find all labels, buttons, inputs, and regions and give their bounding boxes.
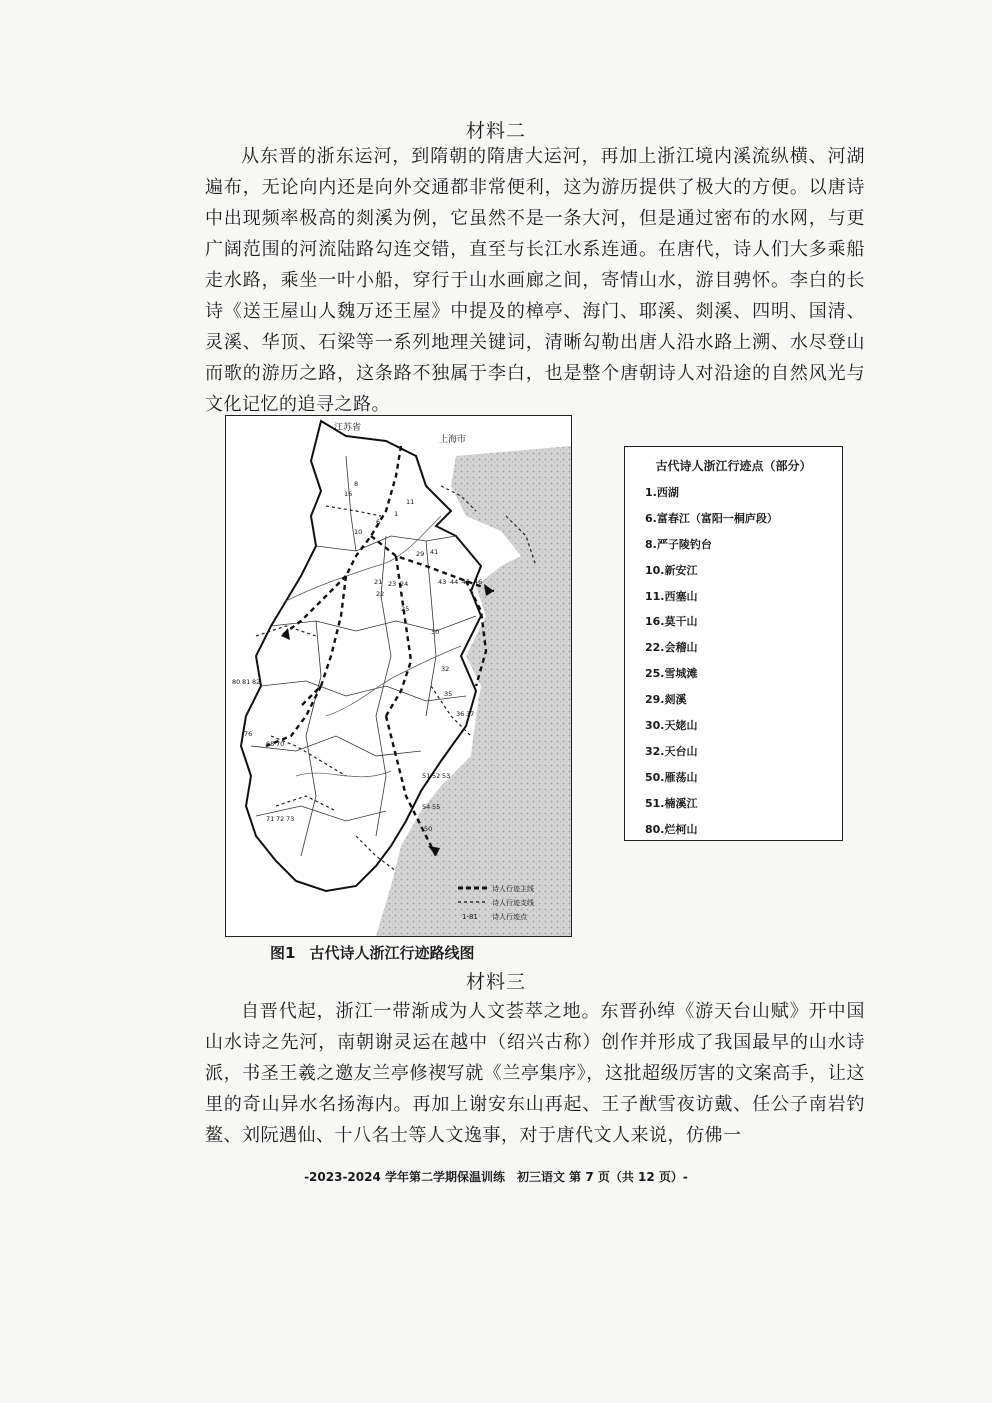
spot-number: 43 (438, 578, 447, 586)
spot-number: 44 (450, 578, 459, 586)
spot-number: 24 (400, 580, 409, 588)
legend-item: 1.西湖 (645, 486, 679, 499)
figure-number: 图1 (270, 944, 296, 962)
spot-number: 73 (286, 815, 295, 823)
spot-number: 37 (466, 710, 475, 718)
route-map (225, 415, 572, 937)
spot-number: 11 (406, 498, 415, 506)
material3-paragraph: 自晋代起，浙江一带渐成为人文荟萃之地。东晋孙绰《游天台山赋》开中国山水诗之先河，南朝谢灵运在越中（绍兴古称）创作并形成了我国最早的山水诗派，书圣王羲之邀友兰亭修禊写就《兰亭集序》，这批超级厉害的文案高手，让这里的奇山异水名扬海内。再加上谢安东山再起、王子猷雪夜访戴、任公子南岩钓鳌、刘阮遇仙、十八名士等人文逸事，对于唐代文人来说，仿佛一 (205, 1001, 865, 1146)
spot-number: 21 (374, 578, 383, 586)
legend-item: 22.会稽山 (645, 641, 698, 655)
label-shanghai: 上海市 (439, 435, 467, 445)
route-map-svg (226, 416, 571, 936)
spot-number: 76 (244, 730, 253, 738)
page-footer: -2023-2024 学年第二学期保温训练 初三语文 第 7 页（共 12 页）- (304, 1170, 688, 1184)
spot-number: 29 (416, 550, 425, 558)
spot-number: 41 (430, 548, 439, 556)
material2-heading: 材料二 (465, 120, 526, 142)
legend-item: 29.剡溪 (645, 693, 687, 707)
spot-number: 16 (344, 490, 353, 498)
spot-number: 30 (431, 628, 440, 636)
legend-item: 51.楠溪江 (645, 796, 698, 810)
spot-number: 6 (376, 518, 381, 526)
legend-item: 25.雪城滩 (645, 667, 698, 681)
legend-branch-route: 诗人行迹支线 (492, 899, 534, 907)
spot-number: 46 (474, 578, 483, 586)
spot-number: 10 (354, 528, 363, 536)
spot-number: 32 (441, 665, 450, 673)
legend-box-title: 古代诗人浙江行迹点（部分） (655, 459, 812, 473)
legend-item: 8.严子陵钓台 (645, 537, 712, 551)
spot-number: 23 (388, 580, 397, 588)
legend-item: 11.西塞山 (645, 589, 698, 603)
legend-item: 30.天姥山 (645, 719, 698, 733)
legend-item: 80.烂柯山 (645, 822, 698, 836)
spot-number: 36 (456, 710, 465, 718)
material2-paragraph: 从东晋的浙东运河，到隋朝的隋唐大运河，再加上浙江境内溪流纵横、河湖遍布，无论向内还是向外交通都非常便利，这为游历提供了极大的方便。以唐诗中出现频率极高的剡溪为例，它虽然不是一条大河，但是通过密布的水网，与更广阔范围的河流陆路勾连交错，直至与长江水系连通。在唐代，诗人们大多乘船走水路，乘坐一叶小船，穿行于山水画廊之间，寄情山水，游目骋怀。李白的长诗《送王屋山人魏万还王屋》中提及的樟亭、海门、耶溪、剡溪、四明、国清、灵溪、华顶、石梁等一系列地理关键词，清晰勾勒出唐人沿水路上溯、水尽登山而歌的游历之路，这条路不独属于李白，也是整个唐朝诗人对沿途的自然风光与文化记忆的追寻之路。 (205, 146, 865, 415)
spot-number: 70 (276, 740, 285, 748)
spot-number: 50 (424, 825, 433, 833)
spot-number: 81 (242, 678, 251, 686)
spot-number: 54 (422, 803, 431, 811)
legend-item: 50.雁荡山 (645, 770, 698, 784)
spot-number: 35 (444, 690, 453, 698)
spot-number: 52 (432, 772, 441, 780)
spot-number: 8 (354, 480, 359, 488)
spot-number: 45 (462, 578, 471, 586)
spot-number: 51 (422, 772, 431, 780)
spot-number: 53 (442, 772, 451, 780)
legend-item: 32.天台山 (645, 744, 698, 758)
spot-number: 68 (266, 740, 275, 748)
legend-main-route: 诗人行迹主线 (492, 885, 534, 893)
spot-number: 55 (432, 803, 441, 811)
legend-item: 16.莫干山 (645, 615, 698, 629)
spot-number: 25 (401, 605, 410, 613)
spots-legend-box (624, 446, 843, 841)
legend-list (625, 480, 842, 842)
spot-number: 72 (276, 815, 285, 823)
figure-caption (270, 942, 474, 963)
spot-number: 22 (376, 590, 385, 598)
label-jiangsu: 江苏省 (334, 423, 362, 433)
spot-number: 71 (266, 815, 275, 823)
spot-number: 82 (252, 678, 261, 686)
figure-title: 古代诗人浙江行迹路线图 (309, 944, 475, 962)
spot-number: 1 (394, 510, 399, 518)
legend-item: 10.新安江 (645, 563, 698, 577)
legend-item: 6.富春江（富阳一桐庐段） (645, 511, 778, 525)
svg-text:1-81: 1-81 (462, 913, 478, 921)
legend-spot: 诗人行迹点 (492, 913, 527, 921)
spot-number: 80 (232, 678, 241, 686)
material3-heading: 材料三 (465, 971, 526, 993)
